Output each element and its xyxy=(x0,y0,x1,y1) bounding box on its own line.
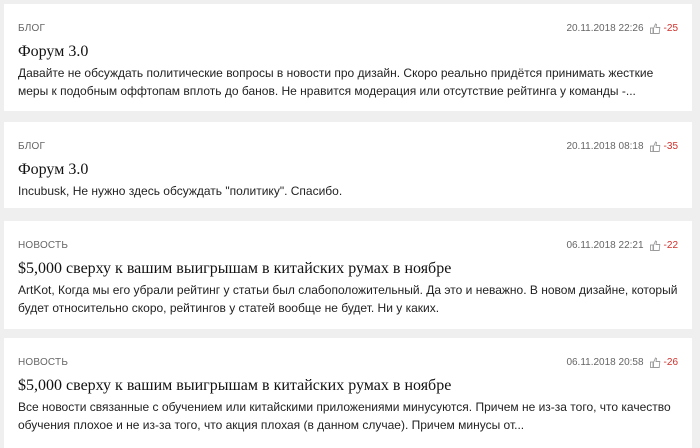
feed-card[interactable] xyxy=(4,4,692,111)
comment-excerpt: ArtKot, Когда мы его убрали рейтинг у статьи был слабоположительный. Да это и неважно. В новом дизайне, который будет относительно скоро, рейтингов у статей вообще не будет. Ни у каких. xyxy=(18,283,678,315)
card-right-meta xyxy=(566,240,678,251)
card-meta xyxy=(18,357,678,371)
thumbs-rating-icon xyxy=(650,240,661,251)
rating xyxy=(650,357,678,368)
feed-card[interactable] xyxy=(4,338,692,448)
rating-value: -25 xyxy=(663,23,678,34)
post-date: 20.11.2018 22:26 xyxy=(566,23,644,34)
rating-value: -26 xyxy=(663,357,678,368)
rating xyxy=(650,23,678,34)
category-label: НОВОСТЬ xyxy=(18,357,69,368)
rating-value: -35 xyxy=(663,141,678,152)
thumbs-rating-icon xyxy=(650,23,661,34)
thumbs-rating-icon xyxy=(650,357,661,368)
post-date: 06.11.2018 20:58 xyxy=(566,357,644,368)
post-date: 06.11.2018 22:21 xyxy=(566,240,644,251)
rating xyxy=(650,240,678,251)
category-label: БЛОГ xyxy=(18,23,46,34)
comment-excerpt: Давайте не обсуждать политические вопросы в новости про дизайн. Скоро реально придётся принимать жесткие меры к подобным оффтопам вплоть до банов. Не нравится модерация или отсутствие рейтинга у команды -... xyxy=(18,66,654,98)
card-meta xyxy=(18,141,678,155)
post-title-link[interactable]: Форум 3.0 xyxy=(18,161,89,178)
comment-excerpt: Incubusk, Не нужно здесь обсуждать "политику". Спасибо. xyxy=(18,184,343,198)
card-meta xyxy=(18,23,678,37)
category-label: НОВОСТЬ xyxy=(18,240,69,251)
card-right-meta xyxy=(566,141,678,152)
post-title-link[interactable]: $5,000 сверху к вашим выигрышам в китайских румах в ноябре xyxy=(18,377,452,394)
post-title-link[interactable]: $5,000 сверху к вашим выигрышам в китайских румах в ноябре xyxy=(18,260,452,277)
feed-card[interactable] xyxy=(4,122,692,208)
category-label: БЛОГ xyxy=(18,141,46,152)
card-right-meta xyxy=(566,23,678,34)
thumbs-rating-icon xyxy=(650,141,661,152)
post-title-link[interactable]: Форум 3.0 xyxy=(18,43,89,60)
post-date: 20.11.2018 08:18 xyxy=(566,141,644,152)
feed-card[interactable] xyxy=(4,221,692,329)
rating xyxy=(650,141,678,152)
card-right-meta xyxy=(566,357,678,368)
rating-value: -22 xyxy=(663,240,678,251)
comment-excerpt: Все новости связанные с обучением или китайскими приложениями минусуются. Причем не из-за того, что качество обучения плохое и не из-за того, что акция плохая (в данном случае). Причем минусы от... xyxy=(18,400,671,432)
card-meta xyxy=(18,240,678,254)
